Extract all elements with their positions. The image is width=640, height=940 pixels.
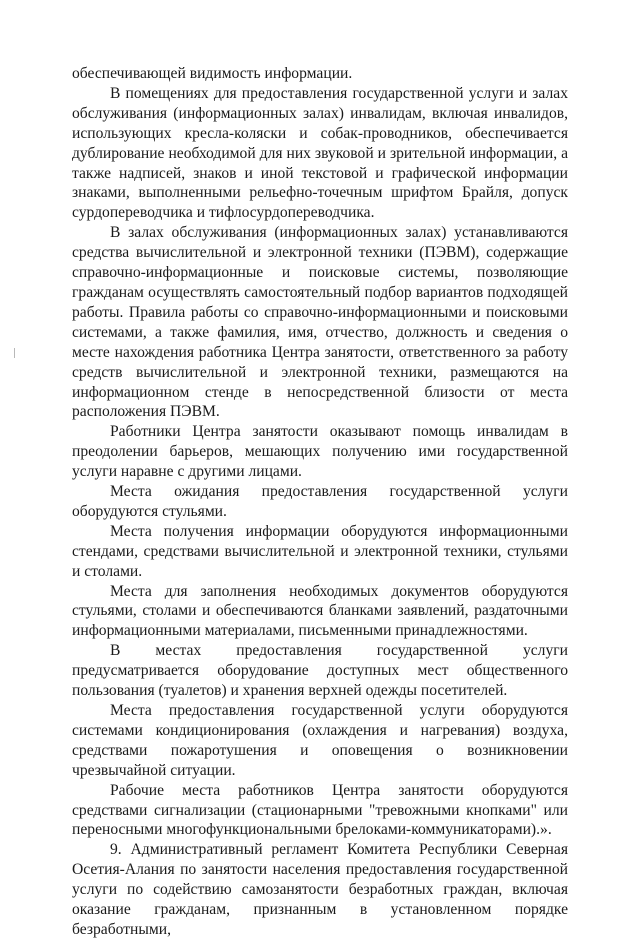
paragraph-staff-assistance: Работники Центра занятости оказывают помощь инвалидам в преодолении барьеров, мешающих получению ими государственной услуги наравне с другими лицами. <box>72 423 568 481</box>
paragraph-alarm-systems: Рабочие места работников Центра занятости оборудуются средствами сигнализации (стационарными "тревожными кнопками" или переносными многофункциональными брелоками-коммуникаторами).». <box>72 781 568 839</box>
paragraph-item-9: 9. Административный регламент Комитета Республики Северная Осетия-Алания по занятости населения предоставления государственной услуги по содействию самозанятости безработных граждан, включая оказание гражданам, признанным в установленном порядке безработными, <box>72 841 568 938</box>
paragraph-public-facilities: В местах предоставления государственной услуги предусматривается оборудование доступных мест общественного пользования (туалетов) и хранения верхней одежды посетителей. <box>72 642 568 700</box>
document-body <box>72 64 568 940</box>
paragraph-information-areas: Места получения информации оборудуются информационными стендами, средствами вычислительной и электронной техники, стульями и столами. <box>72 522 568 580</box>
paragraph-computer-equipment: В залах обслуживания (информационных залах) устанавливаются средства вычислительной и электронной техники (ПЭВМ), содержащие справочно-информационные и поисковые системы, позволяющие гражданам осуществлять самостоятельный подбор вариантов подходящей работы. Правила работы со справочно-информационными и поисковыми системами, а также фамилия, имя, отчество, должность и сведения о месте нахождения работника Центра занятости, ответственного за работу средств вычислительной и электронной техники, размещаются на информационном стенде в непосредственной близости от места расположения ПЭВМ. <box>72 224 568 421</box>
paragraph-climate-fire-safety: Места предоставления государственной услуги оборудуются системами кондиционирования (охлаждения и нагревания) воздуха, средствами пожаротушения и оповещения о возникновении чрезвычайной ситуации. <box>72 702 568 779</box>
paragraph-document-filling-areas: Места для заполнения необходимых документов оборудуются стульями, столами и обеспечиваются бланками заявлений, раздаточными информационными материалами, письменными принадлежностями. <box>72 582 568 640</box>
paragraph-continuation: обеспечивающей видимость информации. <box>72 65 353 82</box>
margin-mark <box>14 348 15 358</box>
paragraph-accessibility-premises: В помещениях для предоставления государственной услуги и залах обслуживания (информационных залах) инвалидам, включая инвалидов, использующих кресла-коляски и собак-проводников, обеспечивается дублирование необходимой для них звуковой и зрительной информации, а также надписей, знаков и иной текстовой и графической информации знаками, выполненными рельефно-точечным шрифтом Брайля, допуск сурдопереводчика и тифлосурдопереводчика. <box>72 84 568 222</box>
paragraph-waiting-areas: Места ожидания предоставления государственной услуги оборудуются стульями. <box>72 483 568 520</box>
